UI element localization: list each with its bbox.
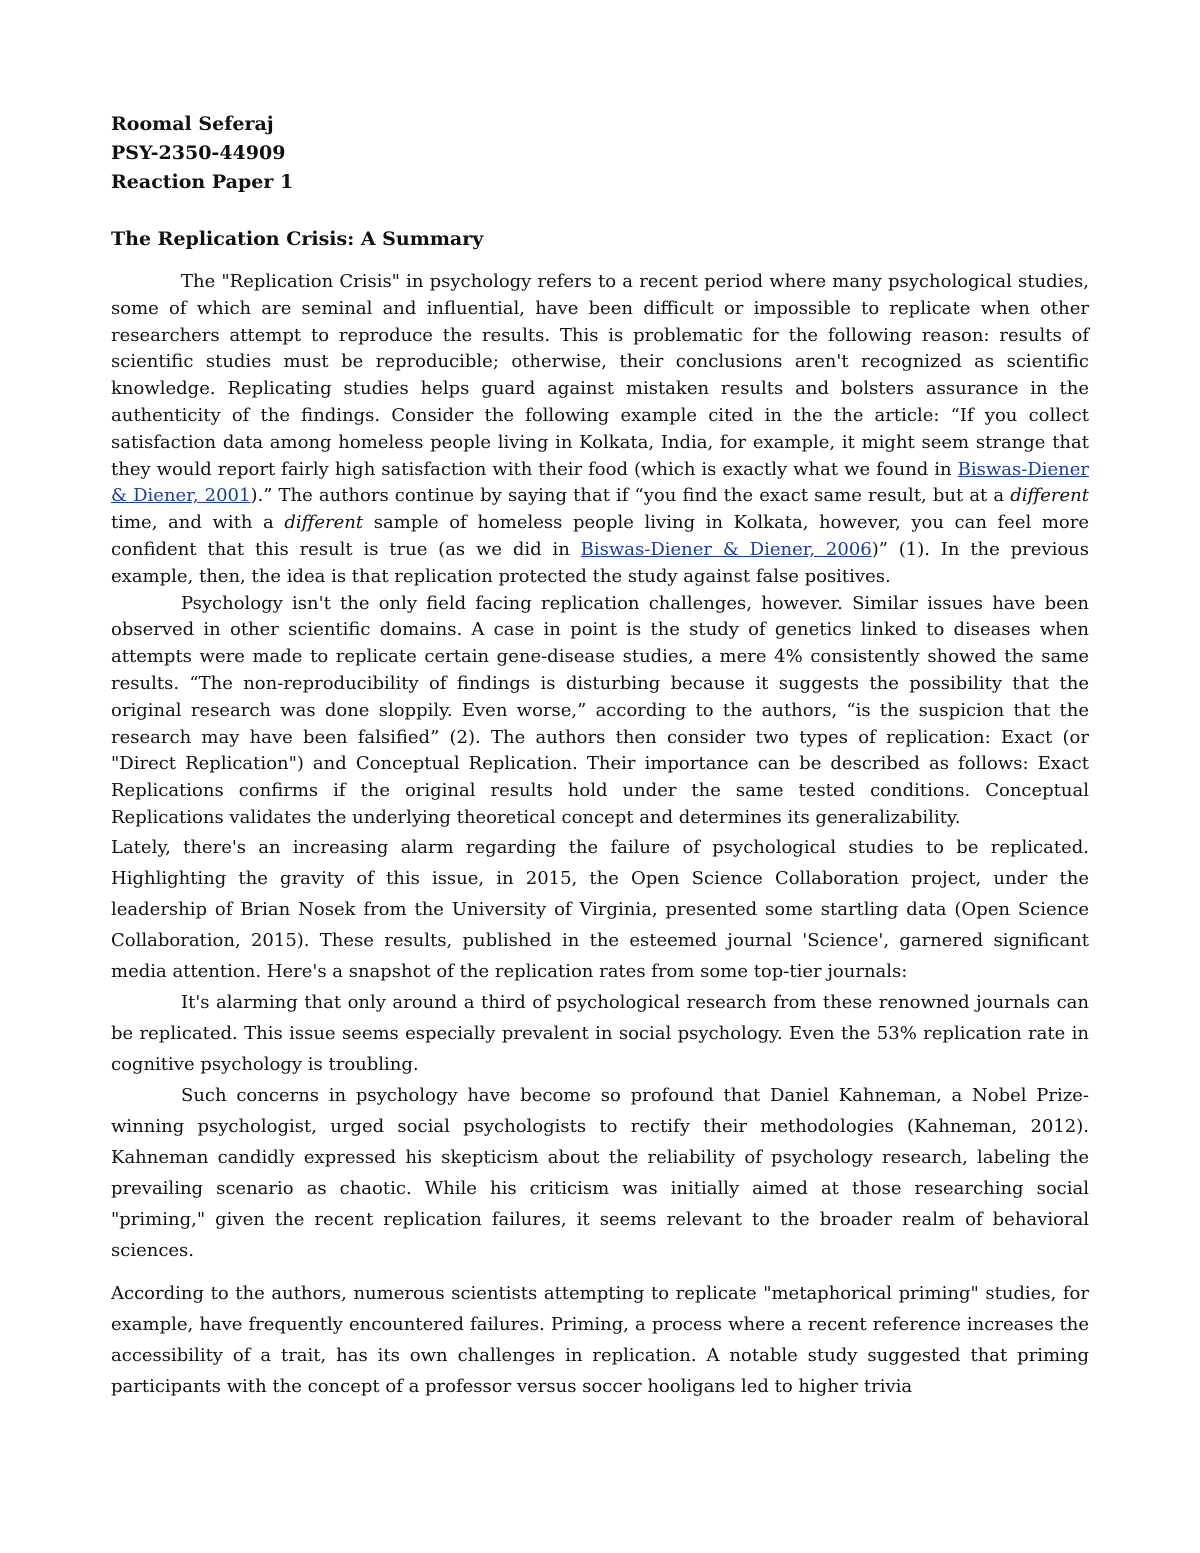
paragraph-5: Such concerns in psychology have become so profound that Daniel Kahneman, a Nobel Prize-winning psychologist, urged social psychologists to rectify their methodologies (Kahneman, 2012). Kahneman candidly expressed his skepticism about the reliability of psychology research, labeling the prevailing scenario as chaotic. While his criticism was initially aimed at those researching social "priming," given the recent replication failures, it seems relevant to the broader realm of behavioral sciences. — [111, 1084, 1089, 1261]
paragraph-3: Lately, there's an increasing alarm regarding the failure of psychological studies to be replicated. Highlighting the gravity of this issue, in 2015, the Open Science Collaboration project, under the leadership of Brian Nosek from the University of Virginia, presented some startling data (Open Science Collaboration, 2015). These results, published in the esteemed journal 'Science', garnered significant media attention. Here's a snapshot of the replication rates from some top-tier journals: — [111, 836, 1089, 982]
p1-text-5: )” (1). In the previous example, then, the idea is that replication protected the study against false positives. — [111, 538, 1089, 587]
paper-title: The Replication Crisis: A Summary — [111, 228, 484, 250]
paragraph-6: According to the authors, numerous scientists attempting to replicate "metaphorical priming" studies, for example, have frequently encountered failures. Priming, a process where a recent reference increases the accessibility of a trait, has its own challenges in replication. A notable study suggested that priming participants with the concept of a professor versus soccer hooligans led to higher trivia — [111, 1282, 1089, 1397]
p1-emphasis-2: different — [284, 512, 364, 534]
p1-text-1: The "Replication Crisis" in psychology refers to a recent period where many psychological studies, some of which are seminal and influential, have been difficult or impossible to replicate when other researchers attempt to reproduce the results. This is problematic for the following reason: results of scientific studies must be reproducible; otherwise, their conclusions aren't recognized as scientific knowledge. Replicating studies helps guard against mistaken results and bolsters assurance in the authenticity of the findings. Consider the following example cited in the the article: “If you collect satisfaction data among homeless people living in Kolkata, India, for example, it might seem strange that they would report fairly high satisfaction with their food (which is exactly what we found in — [111, 271, 1089, 480]
citation-link-2001[interactable]: Biswas-Diener & Diener, 2001 — [111, 458, 1089, 507]
p1-text-3: time, and with a — [111, 512, 285, 534]
p1-emphasis-1: different — [1010, 485, 1089, 507]
author-name: Roomal Seferaj — [111, 113, 274, 135]
p1-text-2: ).” The authors continue by saying that if “you find the exact same result, but at a — [250, 485, 1011, 507]
citation-link-2006[interactable]: Biswas-Diener & Diener, 2006 — [580, 538, 872, 560]
paragraph-1 — [111, 269, 1089, 591]
assignment-name: Reaction Paper 1 — [111, 171, 294, 193]
course-code: PSY-2350-44909 — [111, 142, 286, 164]
paragraph-2: Psychology isn't the only field facing replication challenges, however. Similar issues have been observed in other scientific domains. A case in point is the study of genetics linked to diseases when attempts were made to replicate certain gene-disease studies, a mere 4% consistently showed the same results. “The non-reproducibility of findings is disturbing because it suggests the possibility that the original research was done sloppily. Even worse,” according to the authors, “is the suspicion that the research may have been falsified” (2). The authors then consider two types of replication: Exact (or "Direct Replication") and Conceptual Replication. Their importance can be described as follows: Exact Replications confirms if the original results hold under the same tested conditions. Conceptual Replications validates the underlying theoretical concept and determines its generalizability. — [111, 592, 1089, 828]
document-page — [111, 110, 1089, 1402]
p1-text-4: sample of homeless people living in Kolkata, however, you can feel more confident that this result is true (as we did in — [111, 512, 1089, 560]
paragraph-4: It's alarming that only around a third of psychological research from these renowned journals can be replicated. This issue seems especially prevalent in social psychology. Even the 53% replication rate in cognitive psychology is troubling. — [111, 991, 1089, 1075]
